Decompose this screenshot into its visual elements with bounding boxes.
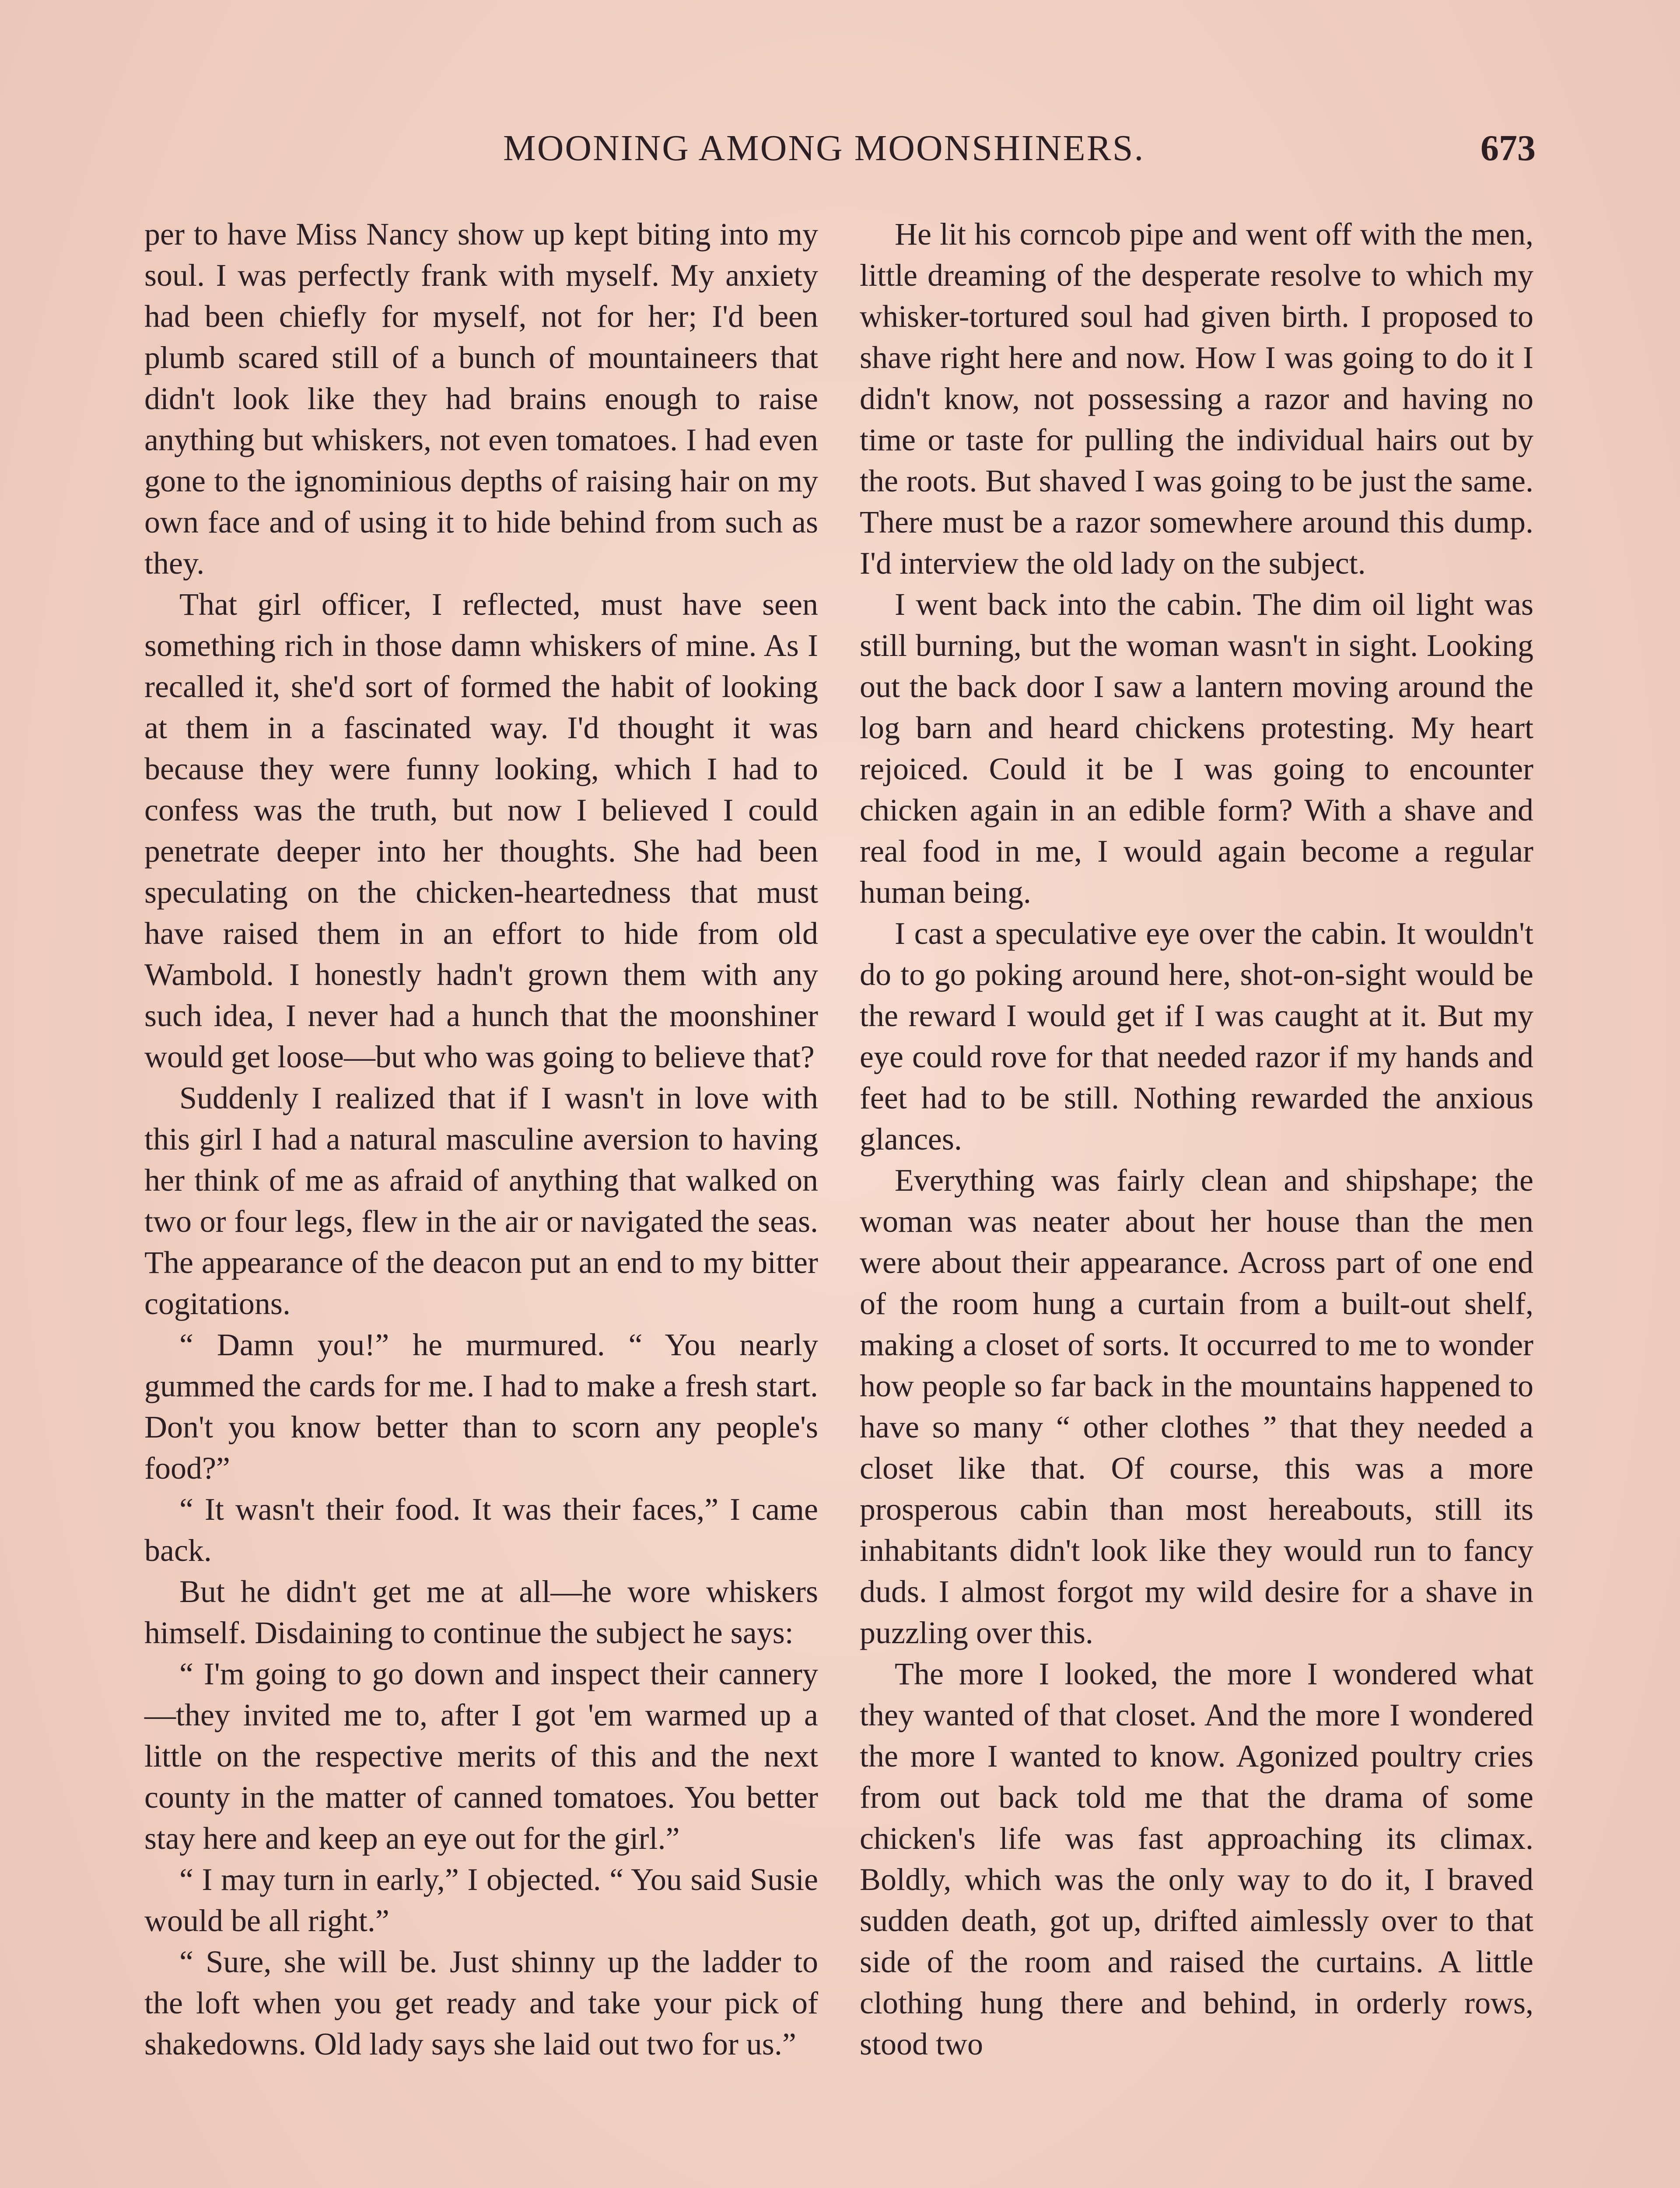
- paragraph: The more I looked, the more I wondered what they wanted of that closet. And the more I wondered the more I wanted to know. Agonized poultry cries from out back told me that the drama of some chicken's life was fast approaching its climax. Boldly, which was the only way to do it, I braved sudden death, got up, drifted aimlessly over to that side of the room and raised the curtains. A little clothing hung there and behind, in orderly rows, stood two: [860, 1656, 1533, 2062]
- paragraph: Everything was fairly clean and shipshape; the woman was neater about her house than the men were about their appearance. Across part of one end of the room hung a curtain from a built-out shelf, making a closet of sorts. It occurred to me to wonder how people so far back in the mountains happened to have so many “ other clothes ” that they needed a closet like that. Of course, this was a more prosperous cabin than most hereabouts, still its inhabitants didn't look like they would run to fancy duds. I almost forgot my wild desire for a shave in puzzling over this.: [860, 1163, 1533, 1650]
- paragraph: Suddenly I realized that if I wasn't in love with this girl I had a natural masculine aversion to having her think of me as afraid of anything that walked on two or four legs, flew in the air or navigated the seas. The appearance of the deacon put an end to my bitter cogitations.: [144, 1080, 818, 1321]
- running-header: [144, 127, 1536, 184]
- paragraph: I cast a speculative eye over the cabin. It wouldn't do to go poking around here, shot-on-sight would be the reward I would get if I was caught at it. But my eye could rove for that needed razor if my hands and feet had to be still. Nothing rewarded the anxious glances.: [860, 916, 1533, 1157]
- paragraph: That girl officer, I reflected, must have seen something rich in those damn whiskers of mine. As I recalled it, she'd sort of formed the habit of looking at them in a fascinated way. I'd thought it was because they were funny looking, which I had to confess was the truth, but now I believed I could penetrate deeper into her thoughts. She had been speculating on the chicken-heartedness that must have raised them in an effort to hide from old Wambold. I honestly hadn't grown them with any such idea, I never had a hunch that the moonshiner would get loose—but who was going to believe that?: [144, 587, 818, 1074]
- paragraph: per to have Miss Nancy show up kept biting into my soul. I was perfectly frank with myself. My anxiety had been chiefly for myself, not for her; I'd been plumb scared still of a bunch of mountaineers that didn't look like they had brains enough to raise anything but whiskers, not even tomatoes. I had even gone to the ignominious depths of raising hair on my own face and of using it to hide behind from such as they.: [144, 217, 818, 581]
- paragraph: I went back into the cabin. The dim oil light was still burning, but the woman wasn't in sight. Looking out the back door I saw a lantern moving around the log barn and heard chickens protesting. My heart rejoiced. Could it be I was going to encounter chicken again in an edible form? With a shave and real food in me, I would again become a regular human being.: [860, 587, 1533, 910]
- paragraph: He lit his corncob pipe and went off with the men, little dreaming of the desperate resolve to which my whisker-tortured soul had given birth. I proposed to shave right here and now. How I was going to do it I didn't know, not possessing a razor and having no time or taste for pulling the individual hairs out by the roots. But shaved I was going to be just the same. There must be a razor somewhere around this dump. I'd interview the old lady on the subject.: [860, 217, 1533, 581]
- paragraph: But he didn't get me at all—he wore whiskers himself. Disdaining to continue the subject he says:: [144, 1574, 818, 1650]
- paragraph: “ Sure, she will be. Just shinny up the ladder to the loft when you get ready and take your pick of shakedowns. Old lady says she laid out two for us.”: [144, 1944, 818, 2062]
- paragraph: “ It wasn't their food. It was their faces,” I came back.: [144, 1492, 818, 1568]
- page-number: 673: [1480, 128, 1536, 168]
- left-column: [144, 214, 818, 2065]
- paragraph: “ I may turn in early,” I objected. “ You said Susie would be all right.”: [144, 1862, 818, 1938]
- paragraph: “ Damn you!” he murmured. “ You nearly gummed the cards for me. I had to make a fresh start. Don't you know better than to scorn any people's food?”: [144, 1327, 818, 1486]
- right-column: [860, 214, 1533, 2065]
- running-title: MOONING AMONG MOONSHINERS.: [503, 128, 1145, 168]
- paragraph: “ I'm going to go down and inspect their cannery—they invited me to, after I got 'em warmed up a little on the respective merits of this and the next county in the matter of canned tomatoes. You better stay here and keep an eye out for the girl.”: [144, 1656, 818, 1856]
